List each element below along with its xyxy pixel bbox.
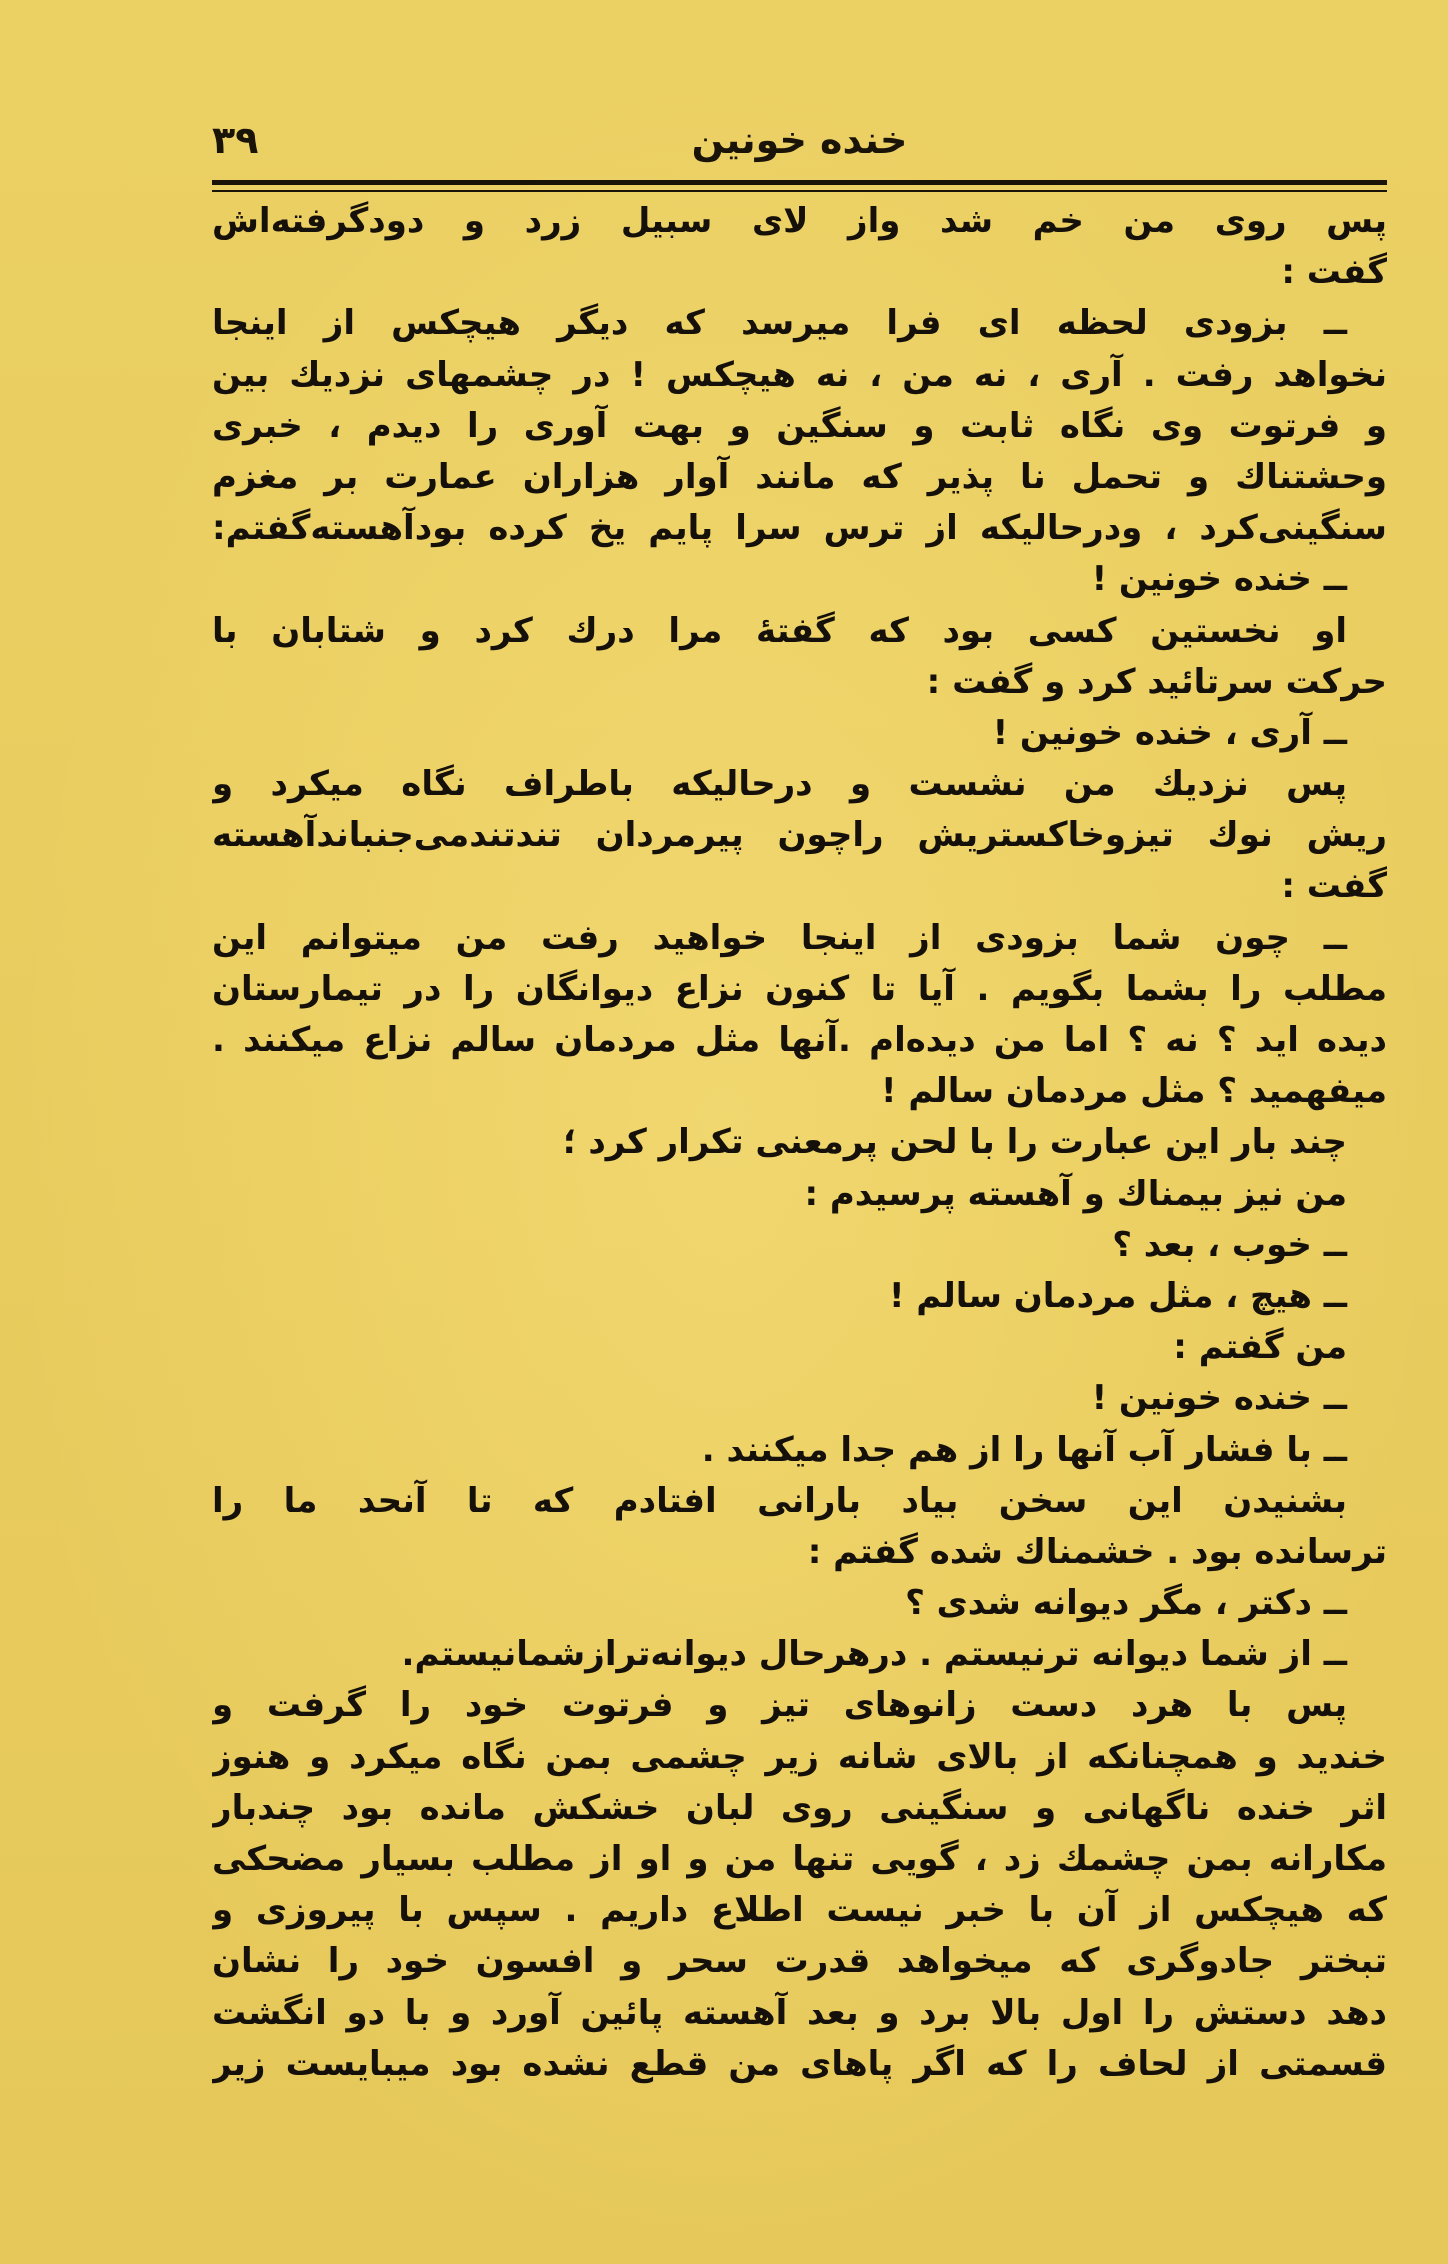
text-line: ــ خنده خونین !: [1091, 559, 1347, 600]
text-line: گفت :: [1281, 252, 1387, 293]
text-line: ــ خوب ، بعد ؟: [1112, 1224, 1347, 1265]
text-line: پس نزدیك من نشست و درحالیکه باطراف نگاه میکرد و: [212, 764, 1347, 805]
text-line: ریش نوك تیزوخاکستریش راچون پیرمردان تندتندمی‌جنباندآهسته: [212, 815, 1387, 856]
text-line: ــ دکتر ، مگر دیوانه شدی ؟: [905, 1583, 1347, 1624]
text-line: من نیز بیمناك و آهسته پرسیدم :: [804, 1173, 1347, 1214]
text-line: حرکت سرتائید کرد و گفت :: [926, 661, 1387, 702]
text-line: ــ هیچ ، مثل مردمان سالم !: [888, 1275, 1347, 1316]
header-rule-thin: [212, 190, 1387, 192]
text-line: تبختر جادوگری که میخواهد قدرت سحر و افسون خود را نشان: [212, 1941, 1387, 1982]
page-number: ۳۹: [212, 118, 259, 162]
text-line: بشنیدن این سخن بیاد بارانی افتادم که تا آنحد ما را: [212, 1480, 1347, 1521]
text-line: سنگینی‌کرد ، ودرحالیکه از ترس سرا پایم یخ کرده بودآهسته‌گفتم:: [212, 508, 1387, 549]
text-line: پس با هرد دست زانوهای تیز و فرتوت خود را گرفت و: [212, 1685, 1347, 1726]
text-line: ــ از شما دیوانه ترنیستم . درهرحال دیوانه‌ترازشمانیستم.: [401, 1634, 1347, 1675]
text-line: وحشتناك و تحمل نا پذیر که مانند آوار هزاران عمارت بر مغزم: [212, 456, 1387, 497]
text-line: ــ با فشار آب آنها را از هم جدا میکنند .: [701, 1429, 1347, 1470]
text-line: دیده اید ؟ نه ؟ اما من دیده‌ام .آنها مثل مردمان سالم نزاع میکنند .: [212, 1020, 1387, 1060]
text-line: ــ چون شما بزودی از اینجا خواهید رفت من میتوانم این: [212, 917, 1347, 958]
text-line: ــ بزودی لحظه ای فرا میرسد که دیگر هیچکس از اینجا: [212, 303, 1347, 344]
text-line: من گفتم :: [1173, 1327, 1347, 1368]
text-line: او نخستین کسی بود که گفتهٔ مرا درك کرد و شتابان با: [212, 610, 1347, 651]
text-line: مطلب را بشما بگویم . آیا تا کنون نزاع دیوانگان را در تیمارستان: [212, 968, 1387, 1009]
header-rule-thick: [212, 180, 1387, 185]
body-text: [212, 196, 1387, 2090]
text-line: چند بار این عبارت را با لحن پرمعنی تکرار کرد ؛: [562, 1122, 1347, 1163]
text-line: گفت :: [1281, 866, 1387, 907]
page-header: [212, 118, 1387, 178]
text-line: ــ خنده خونین !: [1091, 1378, 1347, 1419]
text-line: اثر خنده ناگهانی و سنگینی روی لبان خشکش مانده بود چندبار: [212, 1787, 1387, 1828]
text-line: که هیچکس از آن با خبر نیست اطلاع داریم . سپس با پیروزی و: [212, 1890, 1387, 1931]
text-line: ترسانده بود . خشمناك شده گفتم :: [807, 1531, 1387, 1572]
text-line: ــ آری ، خنده خونین !: [992, 712, 1347, 753]
running-title: خنده خونین: [691, 118, 908, 162]
text-line: میفهمید ؟ مثل مردمان سالم !: [881, 1071, 1387, 1112]
text-line: و فرتوت وی نگاه ثابت و سنگین و بهت آوری را دیدم ، خبری: [212, 405, 1387, 446]
text-line: نخواهد رفت . آری ، نه من ، نه هیچکس ! در چشمهای نزدیك بین: [212, 354, 1387, 395]
text-line: قسمتی از لحاف را که اگر پاهای من قطع نشده بود میبایست زیر: [212, 2043, 1387, 2084]
text-line: دهد دستش را اول بالا برد و بعد آهسته پائین آورد و با دو انگشت: [212, 1992, 1387, 2033]
text-line: پس روی من خم شد واز لای سبیل زرد و دودگرفته‌اش: [212, 201, 1387, 241]
text-line: خندید و همچنانکه از بالای شانه زیر چشمی بمن نگاه میکرد و هنوز: [212, 1736, 1387, 1777]
text-line: مکارانه بمن چشمك زد ، گویی تنها من و او از مطلب بسیار مضحکی: [212, 1839, 1387, 1879]
